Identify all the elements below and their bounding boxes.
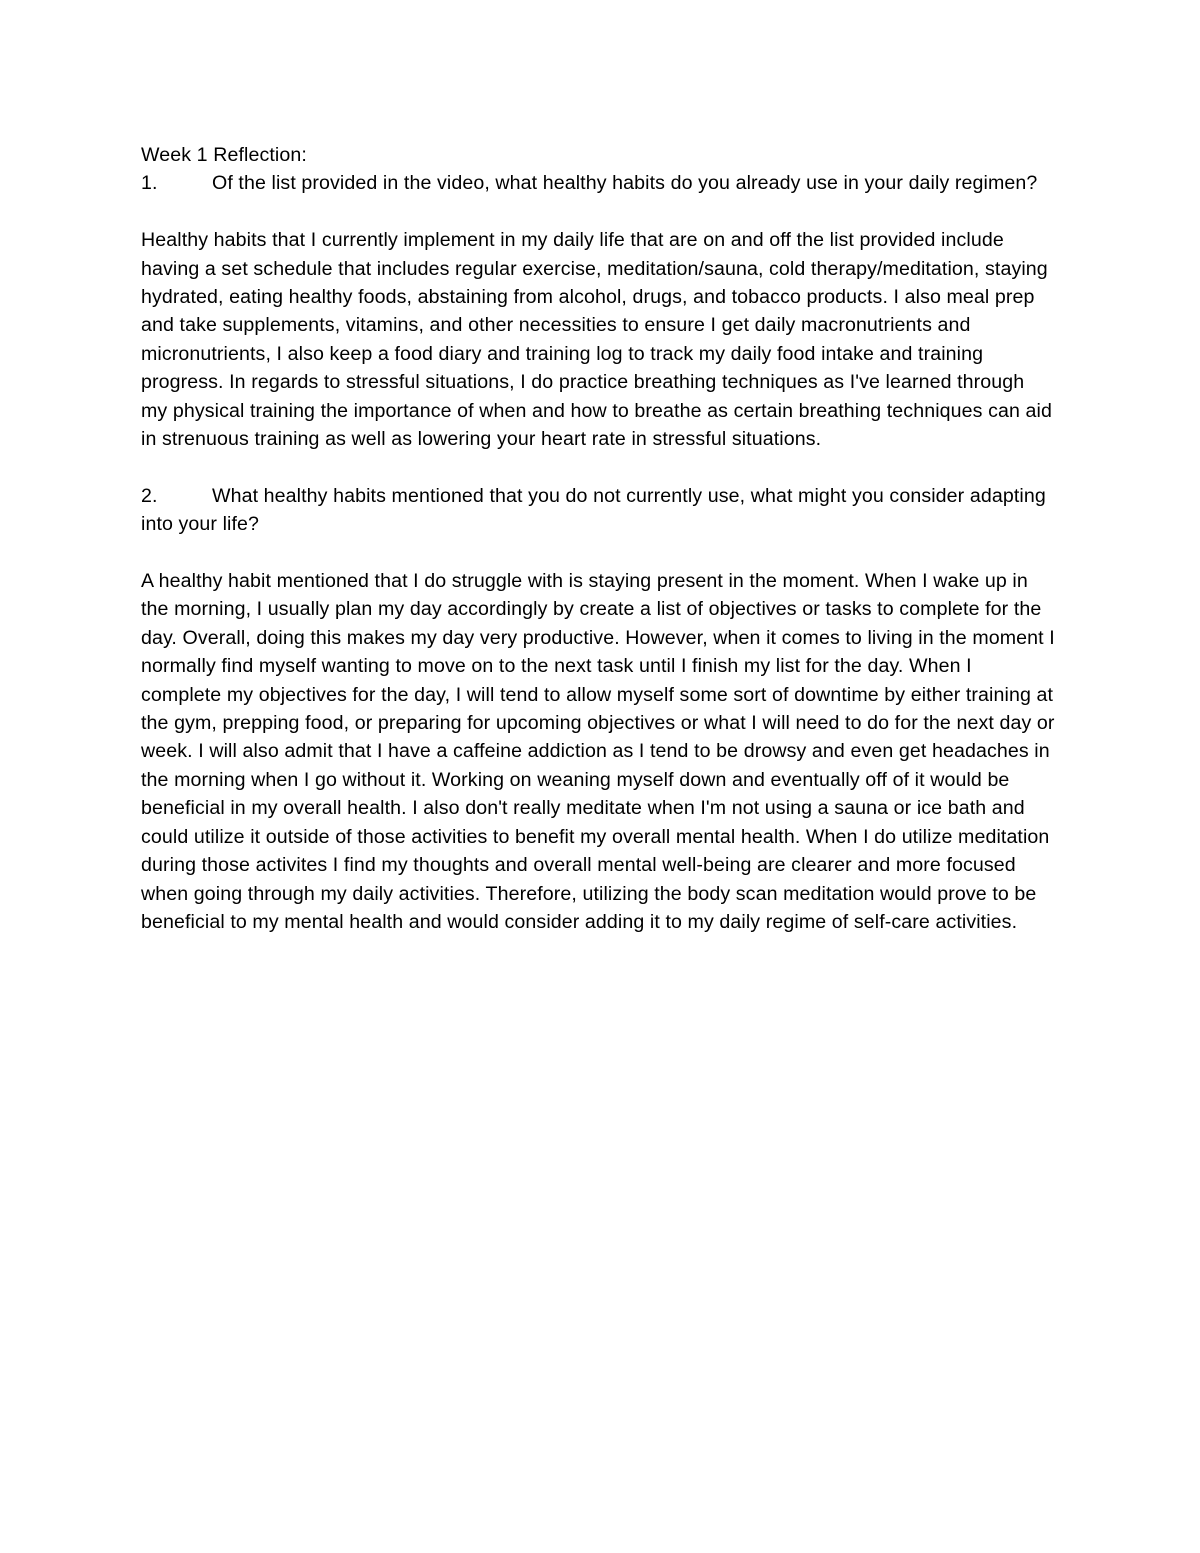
question-2 — [141, 482, 1056, 539]
question-1 — [141, 169, 1056, 197]
answer-2: A healthy habit mentioned that I do struggle with is staying present in the moment. When I wake up in the morning, I usually plan my day accordingly by create a list of objectives or tasks to complete for the day. Overall, doing this makes my day very productive. However, when it comes to living in the moment I normally find myself wanting to move on to the next task until I finish my list for the day. When I complete my objectives for the day, I will tend to allow myself some sort of downtime by either training at the gym, prepping food, or preparing for upcoming objectives or what I will need to do for the next day or week. I will also admit that I have a caffeine addiction as I tend to be drowsy and even get headaches in the morning when I go without it. Working on weaning myself down and eventually off of it would be beneficial in my overall health. I also don't really meditate when I'm not using a sauna or ice bath and could utilize it outside of those activities to benefit my overall mental health. When I do utilize meditation during those activites I find my thoughts and overall mental well-being are clearer and more focused when going through my daily activities. Therefore, utilizing the body scan meditation would prove to be beneficial to my mental health and would consider adding it to my daily regime of self-care activities. — [141, 570, 1055, 933]
question-2-text: What healthy habits mentioned that you do not currently use, what might you consider adapting into your life? — [141, 484, 1046, 536]
answer-1: Healthy habits that I currently implement in my daily life that are on and off the list provided include having a set schedule that includes regular exercise, meditation/sauna, cold therapy/meditation, staying hydrated, eating healthy foods, abstaining from alcohol, drugs, and tobacco products. I also meal prep and take supplements, vitamins, and other necessities to ensure I get daily macronutrients and micronutrients, I also keep a food diary and training log to track my daily food intake and training progress. In regards to stressful situations, I do practice breathing techniques as I've learned through my physical training the importance of when and how to breathe as certain breathing techniques can aid in strenuous training as well as lowering your heart rate in stressful situations. — [141, 229, 1052, 451]
question-1-text: Of the list provided in the video, what healthy habits do you already use in your daily regimen? — [212, 172, 1038, 195]
document-page — [141, 141, 1056, 965]
question-1-number: 1. — [141, 172, 158, 195]
document-title: Week 1 Reflection: — [141, 144, 307, 166]
question-2-number: 2. — [141, 484, 158, 507]
